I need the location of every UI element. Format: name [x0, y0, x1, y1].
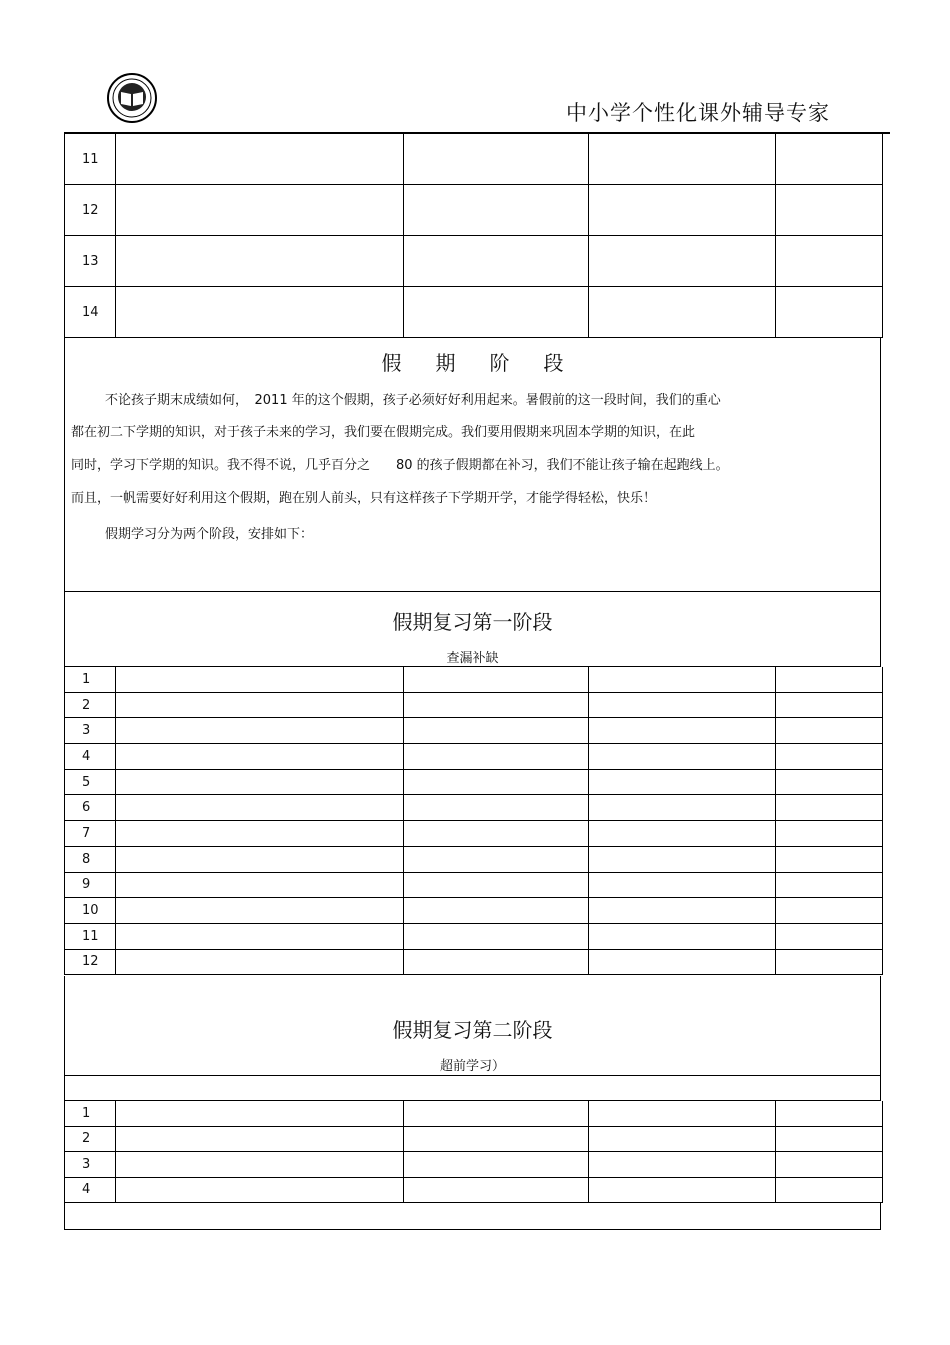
- table-row: [65, 1152, 882, 1178]
- table-row: [65, 873, 882, 899]
- paragraph-line: 不论孩子期末成绩如何， 2011 年的这个假期，孩子必须好好利用起来。暑假前的这一段时间，我们的重心: [105, 393, 721, 408]
- book-seal-icon: [106, 72, 158, 124]
- table-row: [65, 185, 882, 236]
- row-number: 6: [82, 800, 91, 816]
- row-number: 11: [82, 151, 99, 167]
- paragraph-line: 假期学习分为两个阶段，安排如下：: [105, 527, 314, 542]
- table-row: [65, 1178, 882, 1204]
- table-row: [65, 693, 882, 719]
- stage2-title: 假期复习第二阶段: [392, 1018, 553, 1042]
- table-row: [65, 718, 882, 744]
- row-number: 1: [82, 1105, 91, 1121]
- section-heading: 假期阶段: [381, 351, 598, 375]
- stage2-subtitle: 超前学习）: [439, 1059, 505, 1074]
- row-number: 10: [82, 903, 99, 919]
- paragraph-line: 而且，一帆需要好好利用这个假期，跑在别人前头，只有这样孩子下学期开学，才能学得轻松，快乐！: [71, 491, 657, 506]
- table-row: [65, 898, 882, 924]
- top-table: [64, 134, 883, 338]
- row-number: 8: [82, 851, 91, 867]
- row-number: 4: [82, 1182, 91, 1198]
- table-row: [65, 236, 882, 287]
- table-row: [65, 950, 882, 976]
- row-number: 1: [82, 671, 91, 687]
- row-number: 11: [82, 928, 99, 944]
- table-row: [65, 770, 882, 796]
- header-title: 中小学个性化课外辅导专家: [566, 101, 830, 125]
- table-row: [65, 134, 882, 185]
- table-row: [65, 795, 882, 821]
- stage2-header: [64, 976, 881, 1076]
- row-number: 3: [82, 1156, 91, 1172]
- paragraph-line: 都在初二下学期的知识，对于孩子未来的学习，我们要在假期完成。我们要用假期来巩固本学期的知识，在此: [71, 425, 696, 440]
- stage2-table: [64, 1101, 883, 1203]
- blank-row: [64, 1076, 881, 1101]
- row-number: 2: [82, 697, 91, 713]
- table-row: [65, 1101, 882, 1127]
- table-row: [65, 1127, 882, 1153]
- stage1-table: [64, 667, 883, 975]
- end-row: [64, 1203, 881, 1230]
- row-number: 12: [82, 202, 99, 218]
- stage1-subtitle: 查漏补缺: [446, 651, 499, 666]
- table-row: [65, 847, 882, 873]
- row-number: 13: [82, 253, 99, 269]
- row-number: 4: [82, 748, 91, 764]
- holiday-section: [64, 337, 881, 592]
- row-number: 5: [82, 774, 91, 790]
- table-row: [65, 287, 882, 338]
- row-number: 9: [82, 877, 91, 893]
- table-row: [65, 821, 882, 847]
- row-number: 2: [82, 1131, 91, 1147]
- row-number: 3: [82, 723, 91, 739]
- row-number: 14: [82, 304, 99, 320]
- stage1-title: 假期复习第一阶段: [392, 610, 553, 634]
- table-row: [65, 924, 882, 950]
- stage1-header: [64, 592, 881, 667]
- table-row: [65, 744, 882, 770]
- table-row: [65, 667, 882, 693]
- paragraph-line: 同时，学习下学期的知识。我不得不说，几乎百分之 80 的孩子假期都在补习，我们不能让孩子输在起跑线上。: [71, 458, 729, 473]
- row-number: 7: [82, 825, 91, 841]
- row-number: 12: [82, 954, 99, 970]
